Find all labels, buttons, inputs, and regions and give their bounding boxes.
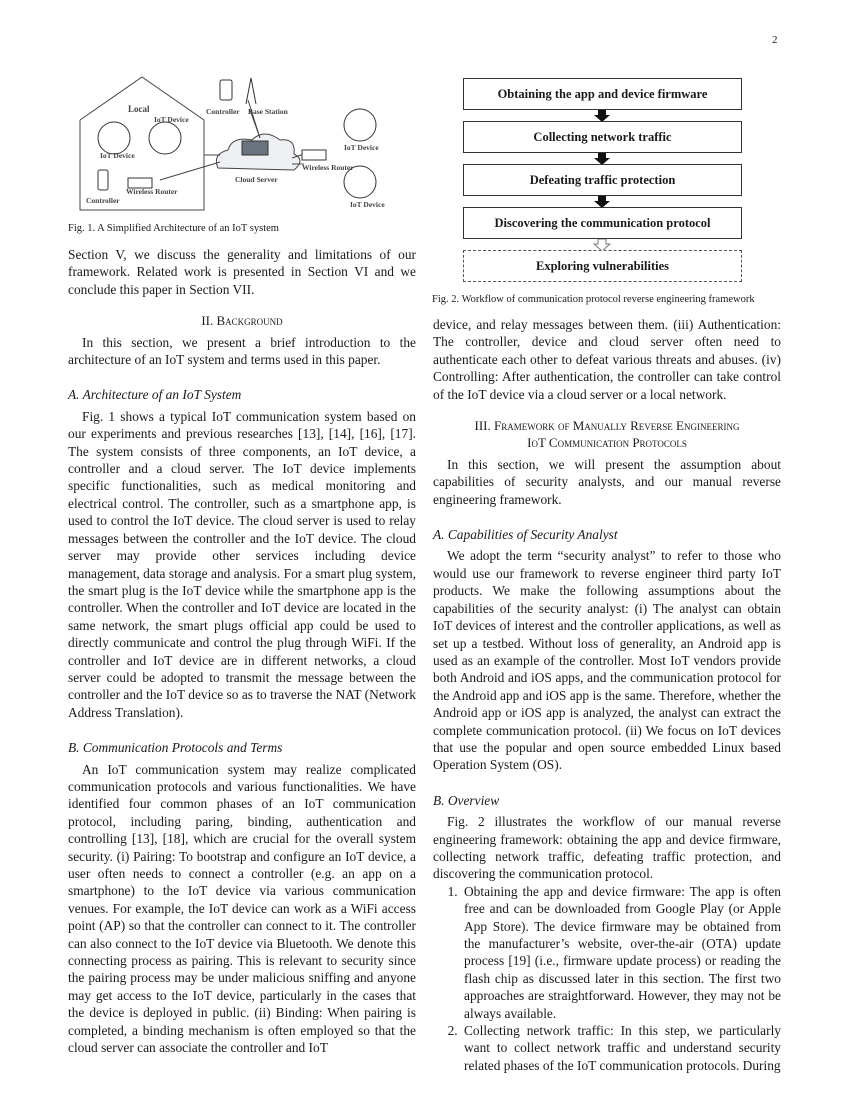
controller-label: Controller — [86, 196, 120, 205]
iot-device-label: IoT Device — [154, 115, 189, 124]
wireless-router-label: Wireless Router — [302, 163, 354, 172]
subsection-heading: A. Capabilities of Security Analyst — [433, 527, 618, 543]
wireless-router-icon — [302, 150, 326, 160]
controller-label: Controller — [206, 107, 240, 116]
left-column — [68, 246, 416, 1056]
page-number: 2 — [772, 34, 778, 46]
controller-phone-icon — [220, 80, 232, 100]
local-label: Local — [128, 104, 150, 114]
workflow-step: Discovering the communication protocol — [463, 207, 742, 239]
iot-device-icon — [149, 122, 181, 154]
paragraph: Section V, we discuss the generality and limitations of our framework. Related work is presented in Section VI and we conclude this paper in Section VII. — [68, 247, 416, 297]
iot-device-icon — [98, 122, 130, 154]
base-station-icon — [246, 78, 256, 104]
fig2-caption: Fig. 2. Workflow of communication protocol reverse engineering framework — [432, 294, 755, 305]
subsection-heading: B. Overview — [433, 792, 500, 808]
right-column — [433, 316, 781, 1074]
fig1-caption: Fig. 1. A Simplified Architecture of an IoT system — [68, 223, 279, 234]
paragraph: An IoT communication system may realize complicated communication protocols and various functionalities. We have identified four common phases of an IoT communication protocol, including paring, binding, authentication and controlling [13], [18], which are crucial for the overall system security. (i) Pairing: To bootstrap and configure an IoT device, a user often needs to connect a controller (e.g. an app on a smartphone) to the IoT device via various communication venues. For example, the IoT device can work as a WiFi access point (AP) so that the controller can connect to it. The controller can also connect to the IoT device via Bluetooth. We denote this connecting process as pairing. This is relevant to security since the pairing process may be under malicious sniffing and anyone may get access to the IoT device, particularly in the cases that the device is deployed in public. (ii) Binding: When pairing is completed, a binding mechanism is often employed so that the cloud server can associate the controller and IoT — [68, 761, 416, 1056]
controller-phone-local-icon — [98, 170, 108, 190]
base-station-label: Base Station — [248, 107, 288, 116]
section-heading: II. Background — [201, 313, 283, 329]
cloud-server-icon — [242, 141, 268, 155]
iot-device-icon — [344, 109, 376, 141]
section-heading: III. Framework of Manually Reverse Engineering — [474, 418, 740, 434]
iot-device-label: IoT Device — [350, 200, 385, 209]
list-item: 2. Collecting network traffic: In this step, we particularly want to collect network traffic and understand security related phases of the IoT communication protocols. During — [461, 1022, 781, 1074]
paragraph: We adopt the term “security analyst” to refer to those who would use our framework to reverse engineer third party IoT products. We make the following assumptions about the capabilities of the security analyst: (i) The analyst can obtain IoT devices of interest and the controller applications, as well as set up a testbed. Without loss of generality, an Android app is used as an example of the controller. Most IoT vendors provide both Android and iOS apps, and the communication protocol for the Android app and iOS app is the same. Therefore, whether the Android app or iOS app is analyzed, the analyst can extract the complete communication protocol. (ii) We focus on IoT devices that use the popular and open source embedded Linux based Operation System (OS). — [433, 548, 781, 773]
paragraph: device, and relay messages between them. (iii) Authentication: The controller, device and cloud server often need to authenticate each other to defeat various threats and abuses. (iv) Controlling: After authentication, the controller can take control of the IoT device via a cloud server or a local network. — [433, 317, 781, 402]
paragraph: Fig. 1 shows a typical IoT communication system based on our experiments and previous researches [13], [14], [16], [17]. The system consists of three components, an IoT device, a controller and a cloud server. The IoT device implements specific functionalities, such as medical monitoring and electrical control. The controller, such as a smartphone app, is used to control the IoT device. The cloud server is used to relay messages between the controller and the IoT device. The cloud server may provide other services including device management, data storage and analysis. For a smart plug system, the smart plug is the IoT device while the smartphone app is the controller. When the controller and IoT device are located in the same network, the smart plugs official app could be used to directly communicate and control the plug through WiFi. If the controller and IoT device are in different networks, a cloud server could be adopted to transmit the message between the controller and the IoT device so as to traverse the NAT (Network Address Translation). — [68, 408, 416, 720]
list-item: 1. Obtaining the app and device firmware: The app is often free and can be downloaded from Google Play (or Apple App Store). The device firmware may be obtained from the manufacturer’s website, over-the-air (OTA) update process [19] (i.e., firmware update process) or reading the flash chip as discussed later in this section. The first two approaches are straightforward. However, they may not be always available. — [461, 883, 781, 1022]
subsection-heading: A. Architecture of an IoT System — [68, 387, 242, 403]
workflow-step: Defeating traffic protection — [463, 164, 742, 196]
iot-device-label: IoT Device — [344, 143, 379, 152]
fig1-architecture-diagram — [70, 70, 400, 218]
subsection-heading: B. Communication Protocols and Terms — [68, 740, 283, 756]
paragraph: In this section, we present a brief introduction to the architecture of an IoT system and terms used in this paper. — [68, 334, 416, 368]
workflow-step: Obtaining the app and device firmware — [463, 78, 742, 110]
wireless-router-label: Wireless Router — [126, 187, 178, 196]
overview-list — [433, 883, 781, 1074]
section-heading: IoT Communication Protocols — [527, 435, 687, 451]
paragraph: Fig. 2 illustrates the workflow of our manual reverse engineering framework: obtaining the app and device firmware, collecting network traffic, defeating traffic protection, and discovering the communication protocol. — [433, 814, 781, 882]
paragraph: In this section, we will present the assumption about capabilities of security analysts, and our manual reverse engineering framework. — [433, 456, 781, 507]
workflow-step: Exploring vulnerabilities — [463, 250, 742, 282]
iot-device-label: IoT Device — [100, 151, 135, 160]
workflow-step: Collecting network traffic — [463, 121, 742, 153]
cloud-server-label: Cloud Server — [235, 175, 278, 184]
